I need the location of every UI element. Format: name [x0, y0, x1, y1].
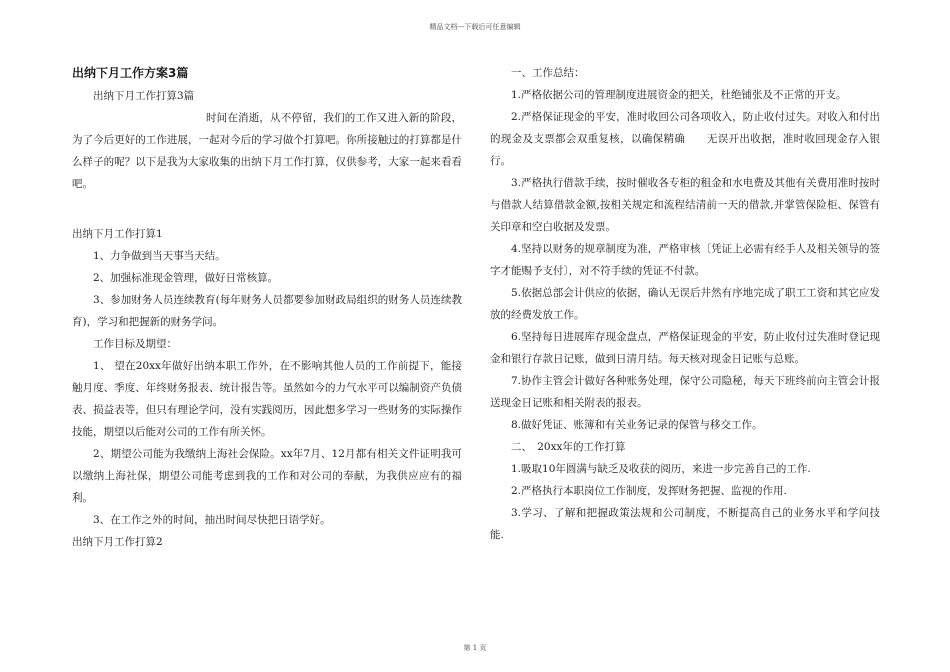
document-subtitle: 出纳下月工作打算3篇	[93, 90, 195, 102]
goals-heading: 工作目标及期望：	[93, 338, 177, 350]
plan-1-item: 1、力争做到当天事当天结。	[93, 250, 226, 262]
summary-item: 8.做好凭证、账簿和有关业务记录的保管与移交工作。	[511, 419, 763, 431]
page-header: 精品文档---下载后可任意编辑	[429, 23, 521, 31]
goal-item: 1、 望在20xx年做好出纳本职工作外，在不影响其他人员的工作前提下，能接触月度、季度、年终财务报表、统计报告等。虽然如今的力气水平可以编制资产负债表、损益表等，但只有理论学问，没有实践阅历，因此想多学习一些财务的实际操作技能，期望以后能对公司的工作有所关怀。	[72, 360, 462, 438]
left-column	[72, 62, 462, 553]
summary-item: 1.严格依据公司的管理制度进展资金的把关，杜绝铺张及不正常的开支。	[511, 89, 847, 101]
summary-item: 7.协作主管会计做好各种账务处理，保守公司隐秘，每天下班终前向主管会计报送现金日记账和相关附表的报表。	[490, 375, 880, 409]
right-column	[490, 62, 880, 546]
plan-1-item: 3、参加财务人员连续教育(每年财务人员都要参加财政局组织的财务人员连续教育)，学习和把握新的财务学问。	[72, 294, 462, 328]
intro-paragraph: 时间在消逝，从不停留，我们的工作又进入新的阶段，为了今后更好的工作进展，一起对今后的学习做个打算吧。你所接触过的打算都是什么样子的呢？以下是我为大家收集的出纳下月工作打算，仅供参考，大家一起来看看吧。	[72, 112, 462, 190]
summary-heading: 一、工作总结：	[511, 67, 585, 79]
plan-item: 1.吸取10年圆满与缺乏及收获的阅历，来进一步完善自己的工作.	[511, 463, 811, 475]
goal-item: 3、在工作之外的时间，抽出时间尽快把日语学好。	[93, 514, 331, 526]
plan-item: 2.严格执行本职岗位工作制度，发挥财务把握、监视的作用.	[511, 485, 787, 497]
summary-item: 5.依据总部会计供应的依据，确认无误后井然有序地完成了职工工资和其它应发放的经费发放工作。	[490, 287, 880, 321]
summary-item: 3.严格执行借款手续，按时催收各专柜的租金和水电费及其他有关费用准时按时与借款人结算借款金额,按相关规定和流程结清前一天的借款,并掌管保险柜、保管有关印章和空白收据及发票。	[490, 177, 880, 233]
plan-heading: 二、 20xx年的工作打算	[511, 441, 626, 453]
summary-item: 2.严格保证现金的平安，准时收回公司各项收入，防止收付过失。对收入和付出的现金及支票都会双重复核，以确保精确 无误开出收据，准时收回现金存入银行。	[490, 111, 880, 167]
page-footer: 第 1 页	[463, 644, 487, 652]
goal-item: 2、期望公司能为我缴纳上海社会保险。xx年7月、12月都有相关文件证明我可以缴纳上海社保，期望公司能考虑到我的工作和对公司的奉献，为我供应应有的福利。	[72, 448, 462, 504]
summary-item: 4.坚持以财务的规章制度为准，严格审核〔凭证上必需有经手人及相关领导的签字才能赐予支付〕，对不符手续的凭证不付款。	[490, 243, 880, 277]
plan-item: 3.学习、了解和把握政策法规和公司制度，不断提高自己的业务水平和学问技能.	[490, 507, 880, 541]
document-title: 出纳下月工作方案3篇	[72, 66, 189, 80]
section-heading-plan-1: 出纳下月工作打算1	[72, 228, 163, 240]
plan-1-item: 2、加强标准现金管理，做好日常核算。	[93, 272, 279, 284]
section-heading-plan-2: 出纳下月工作打算2	[72, 536, 163, 548]
summary-item: 6.坚持每日进展库存现金盘点，严格保证现金的平安，防止收付过失准时登记现金和银行存款日记账，做到日清月结。每天核对现金日记账与总账。	[490, 331, 880, 365]
